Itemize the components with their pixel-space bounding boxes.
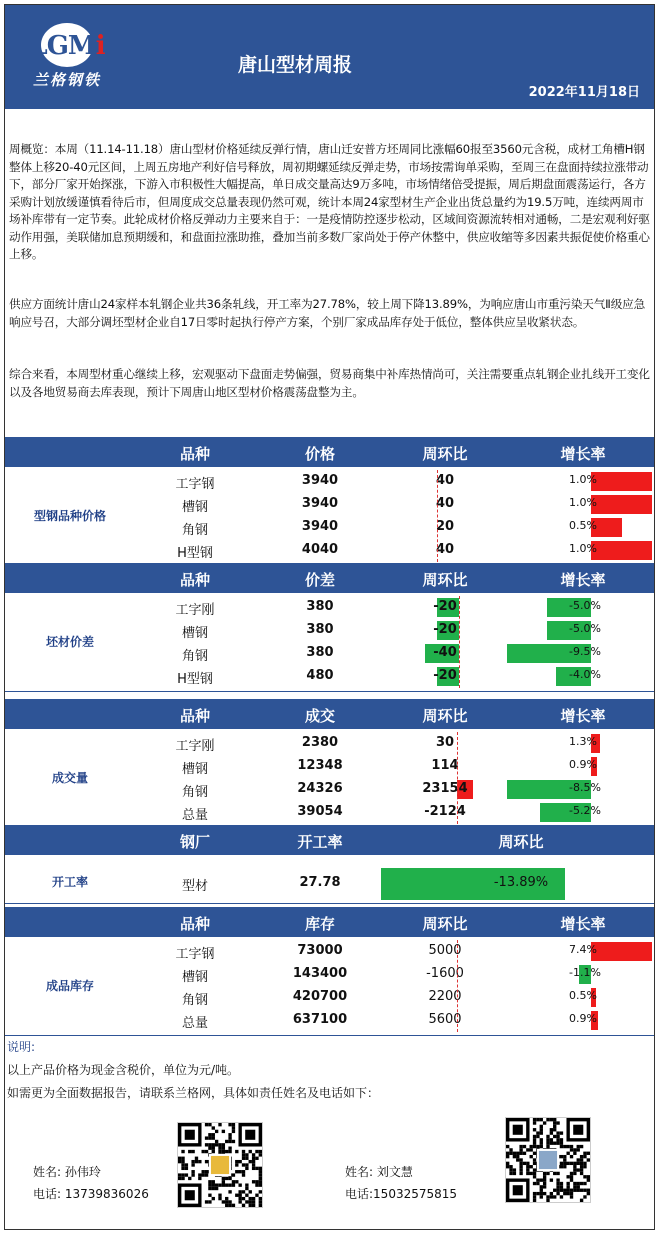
rate-bar (591, 495, 652, 514)
row-change: 20 (435, 519, 455, 534)
table-row (5, 940, 654, 963)
row-rate: -1.1% (569, 966, 601, 979)
section-bottom-border (5, 691, 654, 692)
row-value: 3940 (301, 473, 339, 488)
contact-1-phone: 电话: 13739836026 (33, 1187, 149, 1201)
section-label: 坯材价差 (45, 635, 94, 649)
row-name: H型钢 (177, 672, 213, 687)
contact-2 (345, 1161, 457, 1205)
change-axis-line (459, 596, 460, 688)
spread-section-header (5, 563, 654, 593)
utilization-section-header (5, 825, 654, 855)
row-change: 5000 (428, 943, 462, 958)
row-rate: 1.0% (569, 542, 597, 555)
row-change: 5600 (428, 1012, 462, 1027)
column-header: 成交 (304, 707, 336, 725)
column-header: 品种 (179, 915, 211, 933)
contact-2-phone: 电话:15032575815 (345, 1187, 458, 1201)
row-rate: 7.4% (569, 943, 597, 956)
row-rate: -5.0% (569, 599, 601, 612)
table-row (5, 596, 654, 619)
page-title: 唐山型材周报 (237, 54, 352, 76)
column-header: 增长率 (560, 707, 606, 725)
table-row (5, 801, 654, 824)
row-value: 380 (306, 599, 334, 614)
section-bottom-border (5, 903, 654, 904)
row-value: 480 (306, 668, 334, 683)
change-axis-line (457, 940, 458, 1032)
row-rate: 0.5% (569, 989, 597, 1002)
row-name: 槽钢 (181, 762, 209, 777)
column-header: 开工率 (297, 833, 343, 851)
row-name: 槽钢 (181, 626, 209, 641)
row-change: 30 (435, 735, 455, 750)
row-value: 2380 (301, 735, 339, 750)
row-rate: -5.2% (569, 804, 601, 817)
row-value: 637100 (292, 1012, 348, 1027)
rate-bar (591, 541, 652, 560)
table-row (5, 732, 654, 755)
column-header: 库存 (304, 915, 336, 933)
row-rate: -4.0% (569, 668, 601, 681)
section-label: 成品库存 (45, 979, 94, 993)
column-header: 品种 (179, 707, 211, 725)
notes-line-1: 以上产品价格为现金含税价，单位为元/吨。 (7, 1063, 240, 1077)
report-date: 2022年11月18日 (528, 85, 640, 100)
table-row (5, 539, 654, 562)
change-axis-line (437, 470, 438, 562)
row-rate: 0.9% (569, 758, 597, 771)
row-name: 工字刚 (175, 739, 215, 754)
column-header: 价差 (304, 571, 336, 589)
table-row (5, 963, 654, 986)
row-rate: 0.9% (569, 1012, 597, 1025)
row-value: 3940 (301, 519, 339, 534)
report-frame (4, 4, 655, 1230)
table-row (5, 516, 654, 539)
summary-paragraph: 综合来看，本周型材重心继续上移，宏观驱动下盘面走势偏强，贸易商集中补库热情尚可，关注需要重点轧钢企业扎线开工变化以及各地贸易商去库表现，预计下周唐山地区型材价格震荡盘整为主。 (9, 367, 650, 399)
table-row (5, 619, 654, 642)
column-header: 周环比 (422, 707, 468, 725)
row-change: 40 (435, 542, 455, 557)
column-header: 品种 (179, 571, 211, 589)
table-row (5, 665, 654, 688)
notes (7, 1036, 652, 1105)
volume-section-header (5, 699, 654, 729)
row-name: 总量 (181, 1016, 209, 1031)
row-name: 角钢 (181, 523, 209, 538)
price-section-header (5, 437, 654, 467)
row-change: 40 (435, 473, 455, 488)
contact-1 (33, 1161, 149, 1205)
row-value: 73000 (297, 943, 343, 958)
row-change: 23154 (422, 781, 468, 796)
rate-bar (591, 942, 652, 961)
row-value: 380 (306, 622, 334, 637)
row-value: 27.78 (299, 875, 341, 890)
row-rate: 1.0% (569, 473, 597, 486)
column-header: 增长率 (560, 571, 606, 589)
row-value: 12348 (297, 758, 343, 773)
contact-2-name: 姓名: 刘文慧 (345, 1165, 413, 1179)
logo-text: LGMi (29, 31, 105, 61)
row-value: 3940 (301, 496, 339, 511)
row-change: 2200 (428, 989, 462, 1004)
row-rate: -9.5% (569, 645, 601, 658)
table-row (5, 778, 654, 801)
row-name: 角钢 (181, 785, 209, 800)
row-name: 型材 (181, 879, 209, 894)
column-header: 增长率 (560, 915, 606, 933)
supply-paragraph: 供应方面统计唐山24家样本轧钢企业共36条轧线，开工率为27.78%，较上周下降13.89%，为响应唐山市重污染天气Ⅱ级应急响应号召，大部分调坯型材企业自17日零时起执行停产方案，个别厂家成品库存处于低位，整体供应呈收紧状态。 (9, 297, 646, 329)
section-label: 开工率 (51, 875, 88, 889)
row-value: 380 (306, 645, 334, 660)
column-header: 周环比 (498, 833, 544, 851)
notes-label: 说明: (7, 1040, 36, 1054)
qr-code-2 (505, 1117, 591, 1203)
change-axis-line (457, 732, 458, 824)
row-change: -2124 (424, 804, 466, 819)
row-change: -20 (433, 599, 457, 614)
qr-code-1 (177, 1122, 263, 1208)
row-rate: -5.0% (569, 622, 601, 635)
table-row (5, 1009, 654, 1032)
row-name: 工字钢 (175, 947, 215, 962)
row-value: 4040 (301, 542, 339, 557)
row-name: 槽钢 (181, 500, 209, 515)
row-name: H型钢 (177, 546, 213, 561)
row-name: 工字刚 (175, 603, 215, 618)
row-value: 143400 (292, 966, 348, 981)
table-row (5, 755, 654, 778)
row-rate: -8.5% (569, 781, 601, 794)
inventory-section-header (5, 907, 654, 937)
section-label: 成交量 (51, 771, 88, 785)
table-row (5, 470, 654, 493)
row-rate: 1.0% (569, 496, 597, 509)
column-header: 周环比 (422, 571, 468, 589)
column-header: 价格 (304, 445, 336, 463)
column-header: 周环比 (422, 445, 468, 463)
row-name: 槽钢 (181, 970, 209, 985)
row-value: 39054 (297, 804, 343, 819)
row-change: -1600 (426, 966, 464, 981)
table-row (5, 493, 654, 516)
notes-line-2: 如需更为全面数据报告，请联系兰格网，具体如责任姓名及电话如下： (7, 1086, 380, 1100)
row-change: 40 (435, 496, 455, 511)
row-change: -20 (433, 622, 457, 637)
overview-paragraph: 周概览：本周（11.14-11.18）唐山型材价格延续反弹行情，唐山迁安普方坯周同比涨幅60报至3560元含税，成材工角槽H钢整体上移20-40元区间，上周五房地产利好信号释放，周初期螺延续反弹走势，市场按需询单采购，至周三在盘面持续拉涨带动下，部分厂家开始探涨，下游入市积极性大幅提高，单日成交量高达9万多吨，市场情绪倍受提振，周后期盘面震荡运行，各方采购计划放缓谨慎看待后市，但周度成交总量表现仍然可观，统计本周24家型材生产企业出货总量约为19.5万吨，连续两周市场补库带有一定节奏。此轮成材价格反弹动力主要来自于：一是疫情防控逐步松动，区域间资源流转相对通畅，二是宏观利好驱动作用强，美联储加息预期缓和，和盘面拉涨助推，叠加当前多数厂家尚处于停产休整中，供应收缩等多因素共振促使价格重心上移。 (9, 142, 650, 261)
row-change: -13.89% (493, 875, 549, 890)
row-name: 角钢 (181, 649, 209, 664)
section-label: 型钢品种价格 (33, 509, 106, 523)
table-row (5, 642, 654, 665)
column-header: 钢厂 (179, 833, 211, 851)
column-header: 增长率 (560, 445, 606, 463)
row-value: 24326 (297, 781, 343, 796)
row-change: -20 (433, 668, 457, 683)
row-rate: 0.5% (569, 519, 597, 532)
row-rate: 1.3% (569, 735, 597, 748)
rate-bar (591, 472, 652, 491)
table-row (5, 986, 654, 1009)
logo-subtitle: 兰格钢铁 (32, 71, 101, 89)
table-row (5, 868, 654, 896)
row-change: -40 (433, 645, 457, 660)
row-value: 420700 (292, 989, 348, 1004)
row-name: 工字钢 (175, 477, 215, 492)
report-header (5, 5, 654, 109)
column-header: 周环比 (422, 915, 468, 933)
row-change: 114 (431, 758, 459, 773)
row-name: 总量 (181, 808, 209, 823)
row-name: 角钢 (181, 993, 209, 1008)
column-header: 品种 (179, 445, 211, 463)
contact-1-name: 姓名: 孙伟玲 (33, 1165, 101, 1179)
